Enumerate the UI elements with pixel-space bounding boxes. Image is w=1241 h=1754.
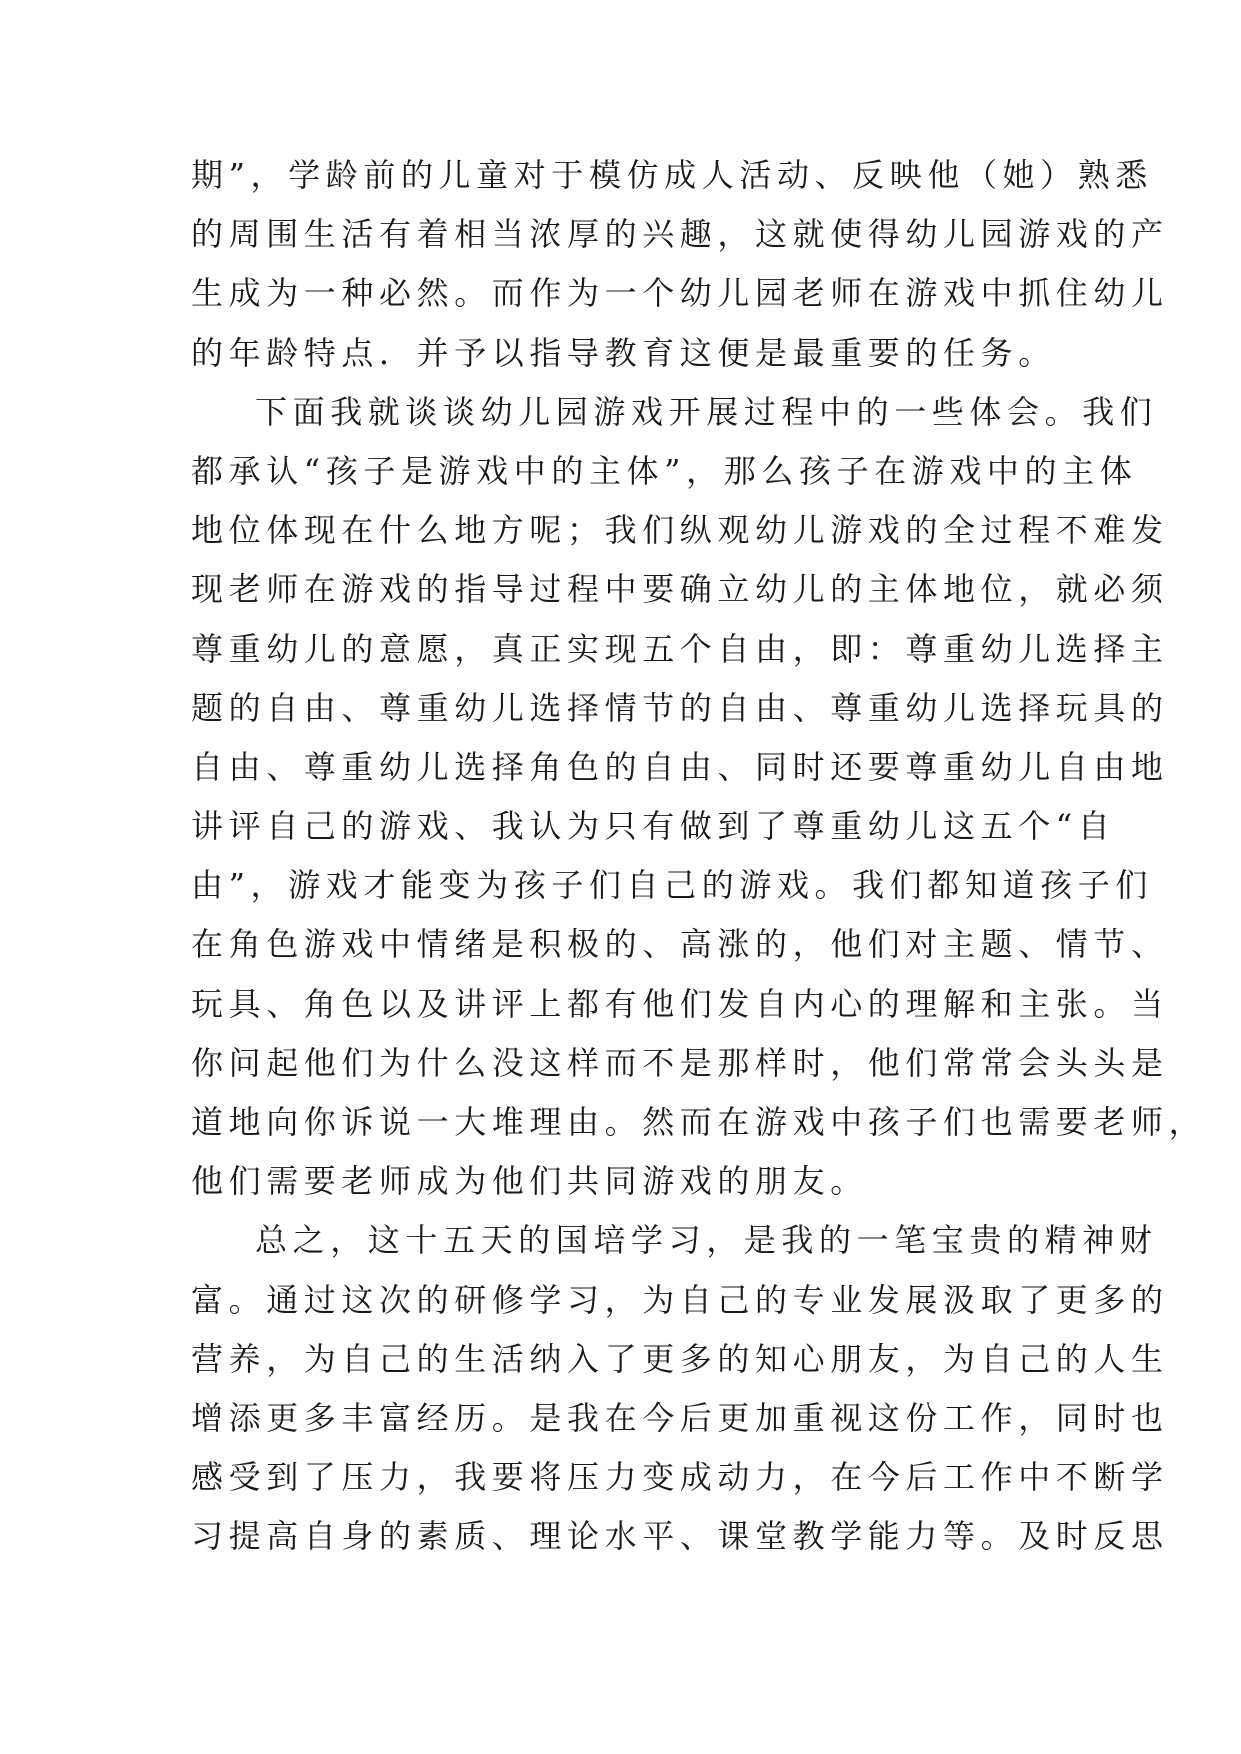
text-line: 玩具、角色以及讲评上都有他们发自内心的理解和主张。当 bbox=[191, 984, 1169, 1023]
paragraph bbox=[191, 1211, 1169, 1566]
text-line: 尊重幼儿的意愿，真正实现五个自由，即：尊重幼儿选择主 bbox=[191, 629, 1169, 668]
text-line: 讲评自己的游戏、我认为只有做到了尊重幼儿这五个“自 bbox=[191, 807, 1116, 846]
paragraph bbox=[191, 383, 1207, 1212]
text-line: 在角色游戏中情绪是积极的、高涨的，他们对主题、情节、 bbox=[191, 925, 1169, 964]
text-line: 期”，学龄前的儿童对于模仿成人活动、反映他（她）熟悉 bbox=[191, 156, 1153, 194]
text-line: 地位体现在什么地方呢；我们纵观幼儿游戏的全过程不难发 bbox=[191, 511, 1169, 550]
text-line: 生成为一种必然。而作为一个幼儿园老师在游戏中抓住幼儿 bbox=[191, 274, 1169, 313]
text-line: 感受到了压力，我要将压力变成动力，在今后工作中不断学 bbox=[191, 1458, 1169, 1497]
text-line: 营养，为自己的生活纳入了更多的知心朋友，为自己的人生 bbox=[191, 1339, 1169, 1378]
text-line: 都承认“孩子是游戏中的主体”，那么孩子在游戏中的主体 bbox=[191, 451, 1138, 490]
text-line: 题的自由、尊重幼儿选择情节的自由、尊重幼儿选择玩具的 bbox=[191, 688, 1169, 727]
text-line: 由”，游戏才能变为孩子们自己的游戏。我们都知道孩子们 bbox=[191, 866, 1153, 905]
text-line: 下面我就谈谈幼儿园游戏开展过程中的一些体会。我们 bbox=[255, 392, 1158, 431]
text-line: 习提高自身的素质、理论水平、课堂教学能力等。及时反思 bbox=[191, 1517, 1169, 1556]
text-line: 自由、尊重幼儿选择角色的自由、同时还要尊重幼儿自由地 bbox=[191, 747, 1169, 786]
paragraph bbox=[191, 146, 1169, 383]
text-line: 富。通过这次的研修学习，为自己的专业发展汲取了更多的 bbox=[191, 1280, 1169, 1319]
text-line: 的年龄特点．并予以指导教育这便是最重要的任务。 bbox=[191, 333, 1056, 372]
text-line: 你问起他们为什么没这样而不是那样时，他们常常会头头是 bbox=[191, 1043, 1169, 1082]
text-line: 他们需要老师成为他们共同游戏的朋友。 bbox=[191, 1162, 868, 1201]
text-line: 增添更多丰富经历。是我在今后更加重视这份工作，同时也 bbox=[191, 1398, 1169, 1437]
text-line: 的周围生活有着相当浓厚的兴趣，这就使得幼儿园游戏的产 bbox=[191, 215, 1169, 254]
body-text bbox=[191, 146, 1207, 1567]
text-line: 总之，这十五天的国培学习，是我的一笔宝贵的精神财 bbox=[255, 1221, 1158, 1260]
text-line: 现老师在游戏的指导过程中要确立幼儿的主体地位，就必须 bbox=[191, 570, 1169, 609]
text-line: 道地向你诉说一大堆理由。然而在游戏中孩子们也需要老师， bbox=[191, 1103, 1207, 1141]
